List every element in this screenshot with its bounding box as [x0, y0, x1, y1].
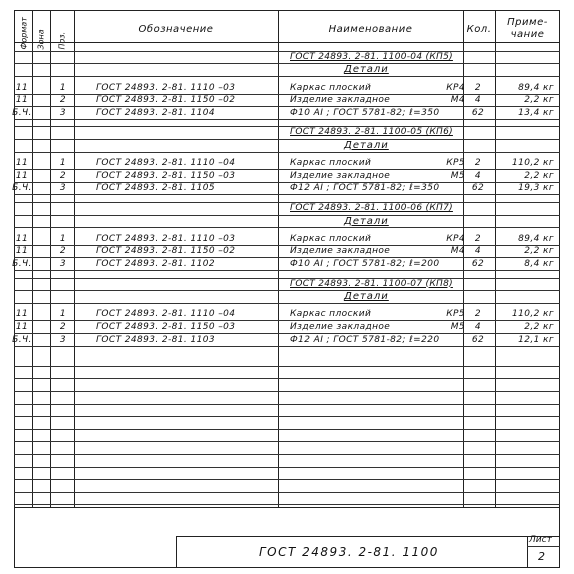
section-heading: Детали: [344, 140, 389, 152]
header-qty: Кол.: [466, 24, 492, 35]
row-line: [14, 194, 560, 195]
row-line: [14, 303, 560, 304]
mark-cell: М4: [450, 246, 465, 257]
note-cell: 13,4 кг: [518, 107, 554, 118]
section-heading: Детали: [344, 215, 389, 227]
quantity-cell: 4: [474, 321, 482, 332]
designation-cell: ГОСТ 24893. 2-81. 1110 –04: [96, 309, 236, 320]
name-cell: Изделие закладное: [290, 95, 391, 106]
note-cell: 12,1 кг: [518, 334, 554, 345]
position-cell: 2: [59, 246, 67, 257]
row-line: [14, 139, 560, 140]
row-line: [14, 391, 560, 392]
designation-cell: ГОСТ 24893. 2-81. 1102: [96, 258, 215, 269]
name-cell: Изделие закладное: [290, 321, 391, 332]
header-note-line2: чание: [510, 29, 545, 40]
stamp-divider: [527, 536, 528, 568]
position-cell: 2: [59, 170, 67, 181]
note-cell: 110,2 кг: [512, 309, 554, 320]
quantity-cell: 4: [474, 95, 482, 106]
format-cell: 11: [15, 170, 29, 181]
note-cell: 19,3 кг: [518, 183, 554, 194]
mark-cell: КР4: [446, 233, 465, 244]
note-cell: 2,2 кг: [524, 246, 554, 257]
group-title: ГОСТ 24893. 2-81. 1100-04 (КП5): [290, 51, 453, 62]
header-bottom-line: [14, 42, 560, 43]
row-line: [14, 152, 560, 153]
quantity-cell: 62: [471, 107, 485, 118]
col-divider: [278, 10, 279, 507]
header-zone: Зона: [36, 29, 46, 50]
name-cell: Изделие закладное: [290, 170, 391, 181]
name-cell: Ф12 АI ; ГОСТ 5781-82; ℓ=220: [290, 334, 440, 345]
header-note-line1: Приме-: [507, 17, 548, 28]
stamp-sheet-line: [527, 546, 560, 547]
note-cell: 89,4 кг: [518, 233, 554, 244]
col-divider: [74, 10, 75, 507]
header-name: Наименование: [328, 24, 413, 35]
position-cell: 1: [59, 158, 67, 169]
row-line: [14, 346, 560, 347]
position-cell: 2: [59, 95, 67, 106]
position-cell: 1: [59, 233, 67, 244]
group-title: ГОСТ 24893. 2-81. 1100-05 (КП6): [290, 127, 453, 138]
designation-cell: ГОСТ 24893. 2-81. 1104: [96, 107, 215, 118]
note-cell: 8,4 кг: [524, 258, 554, 269]
row-line: [14, 63, 560, 64]
row-line: [14, 366, 560, 367]
name-cell: Ф12 АI ; ГОСТ 5781-82; ℓ=350: [290, 183, 440, 194]
stamp-document-number: ГОСТ 24893. 2-81. 1100: [259, 545, 439, 559]
designation-cell: ГОСТ 24893. 2-81. 1110 –03: [96, 233, 236, 244]
format-cell: Б.Ч.: [12, 334, 32, 345]
name-cell: Ф10 АI ; ГОСТ 5781-82; ℓ=200: [290, 258, 440, 269]
row-line: [14, 270, 560, 271]
col-divider: [50, 10, 51, 507]
row-line: [14, 441, 560, 442]
designation-cell: ГОСТ 24893. 2-81. 1150 –03: [96, 321, 236, 332]
row-line: [14, 126, 560, 127]
quantity-cell: 2: [474, 309, 482, 320]
stamp-top-line: [14, 507, 560, 508]
row-line: [14, 76, 560, 77]
row-line: [14, 51, 560, 52]
spec-sheet: [14, 10, 560, 568]
format-cell: Б.Ч.: [12, 258, 32, 269]
designation-cell: ГОСТ 24893. 2-81. 1150 –02: [96, 95, 236, 106]
row-line: [14, 454, 560, 455]
designation-cell: ГОСТ 24893. 2-81. 1105: [96, 183, 215, 194]
row-line: [14, 290, 560, 291]
format-cell: Б.Ч.: [12, 107, 32, 118]
format-cell: 11: [15, 82, 29, 93]
mark-cell: М4: [450, 95, 465, 106]
stamp-inner-line: [176, 536, 560, 537]
format-cell: 11: [15, 321, 29, 332]
quantity-cell: 2: [474, 233, 482, 244]
header-format: Формат: [19, 17, 29, 50]
mark-cell: КР4: [446, 82, 465, 93]
name-cell: Каркас плоский: [290, 309, 372, 320]
group-title: ГОСТ 24893. 2-81. 1100-06 (КП7): [290, 203, 453, 214]
row-line: [14, 492, 560, 493]
designation-cell: ГОСТ 24893. 2-81. 1110 –04: [96, 158, 236, 169]
row-line: [14, 416, 560, 417]
section-heading: Детали: [344, 291, 389, 303]
format-cell: 11: [15, 309, 29, 320]
format-cell: 11: [15, 233, 29, 244]
group-title: ГОСТ 24893. 2-81. 1100-07 (КП8): [290, 278, 453, 289]
position-cell: 3: [59, 334, 67, 345]
note-cell: 2,2 кг: [524, 95, 554, 106]
designation-cell: ГОСТ 24893. 2-81. 1150 –02: [96, 246, 236, 257]
format-cell: Б.Ч.: [12, 183, 32, 194]
quantity-cell: 4: [474, 246, 482, 257]
name-cell: Каркас плоский: [290, 233, 372, 244]
note-cell: 2,2 кг: [524, 170, 554, 181]
row-line: [14, 119, 560, 120]
row-line: [14, 202, 560, 203]
format-cell: 11: [15, 246, 29, 257]
row-line: [14, 429, 560, 430]
header-designation: Обозначение: [138, 24, 214, 35]
name-cell: Каркас плоский: [290, 158, 372, 169]
mark-cell: М5: [450, 321, 465, 332]
row-line: [14, 215, 560, 216]
stamp-sheet-label: Лист: [529, 535, 552, 545]
position-cell: 3: [59, 107, 67, 118]
position-cell: 1: [59, 82, 67, 93]
mark-cell: М5: [450, 170, 465, 181]
note-cell: 2,2 кг: [524, 321, 554, 332]
name-cell: Изделие закладное: [290, 246, 391, 257]
mark-cell: КР5: [446, 309, 465, 320]
position-cell: 3: [59, 183, 67, 194]
quantity-cell: 2: [474, 158, 482, 169]
position-cell: 2: [59, 321, 67, 332]
quantity-cell: 62: [471, 334, 485, 345]
designation-cell: ГОСТ 24893. 2-81. 1150 –03: [96, 170, 236, 181]
stamp-sheet-number: 2: [538, 550, 545, 563]
quantity-cell: 62: [471, 183, 485, 194]
section-heading: Детали: [344, 64, 389, 76]
name-cell: Ф10 АI ; ГОСТ 5781-82; ℓ=350: [290, 107, 440, 118]
row-line: [14, 504, 560, 505]
quantity-cell: 62: [471, 258, 485, 269]
stamp-divider: [176, 536, 177, 568]
position-cell: 1: [59, 309, 67, 320]
row-line: [14, 467, 560, 468]
header-note: [495, 17, 560, 41]
format-cell: 11: [15, 95, 29, 106]
quantity-cell: 4: [474, 170, 482, 181]
note-cell: 110,2 кг: [512, 158, 554, 169]
note-cell: 89,4 кг: [518, 82, 554, 93]
row-line: [14, 404, 560, 405]
header-pos: Поз.: [57, 31, 67, 50]
quantity-cell: 2: [474, 82, 482, 93]
format-cell: 11: [15, 158, 29, 169]
name-cell: Каркас плоский: [290, 82, 372, 93]
mark-cell: КР5: [446, 158, 465, 169]
position-cell: 3: [59, 258, 67, 269]
row-line: [14, 227, 560, 228]
row-line: [14, 479, 560, 480]
row-line: [14, 278, 560, 279]
designation-cell: ГОСТ 24893. 2-81. 1110 –03: [96, 82, 236, 93]
designation-cell: ГОСТ 24893. 2-81. 1103: [96, 334, 215, 345]
row-line: [14, 378, 560, 379]
